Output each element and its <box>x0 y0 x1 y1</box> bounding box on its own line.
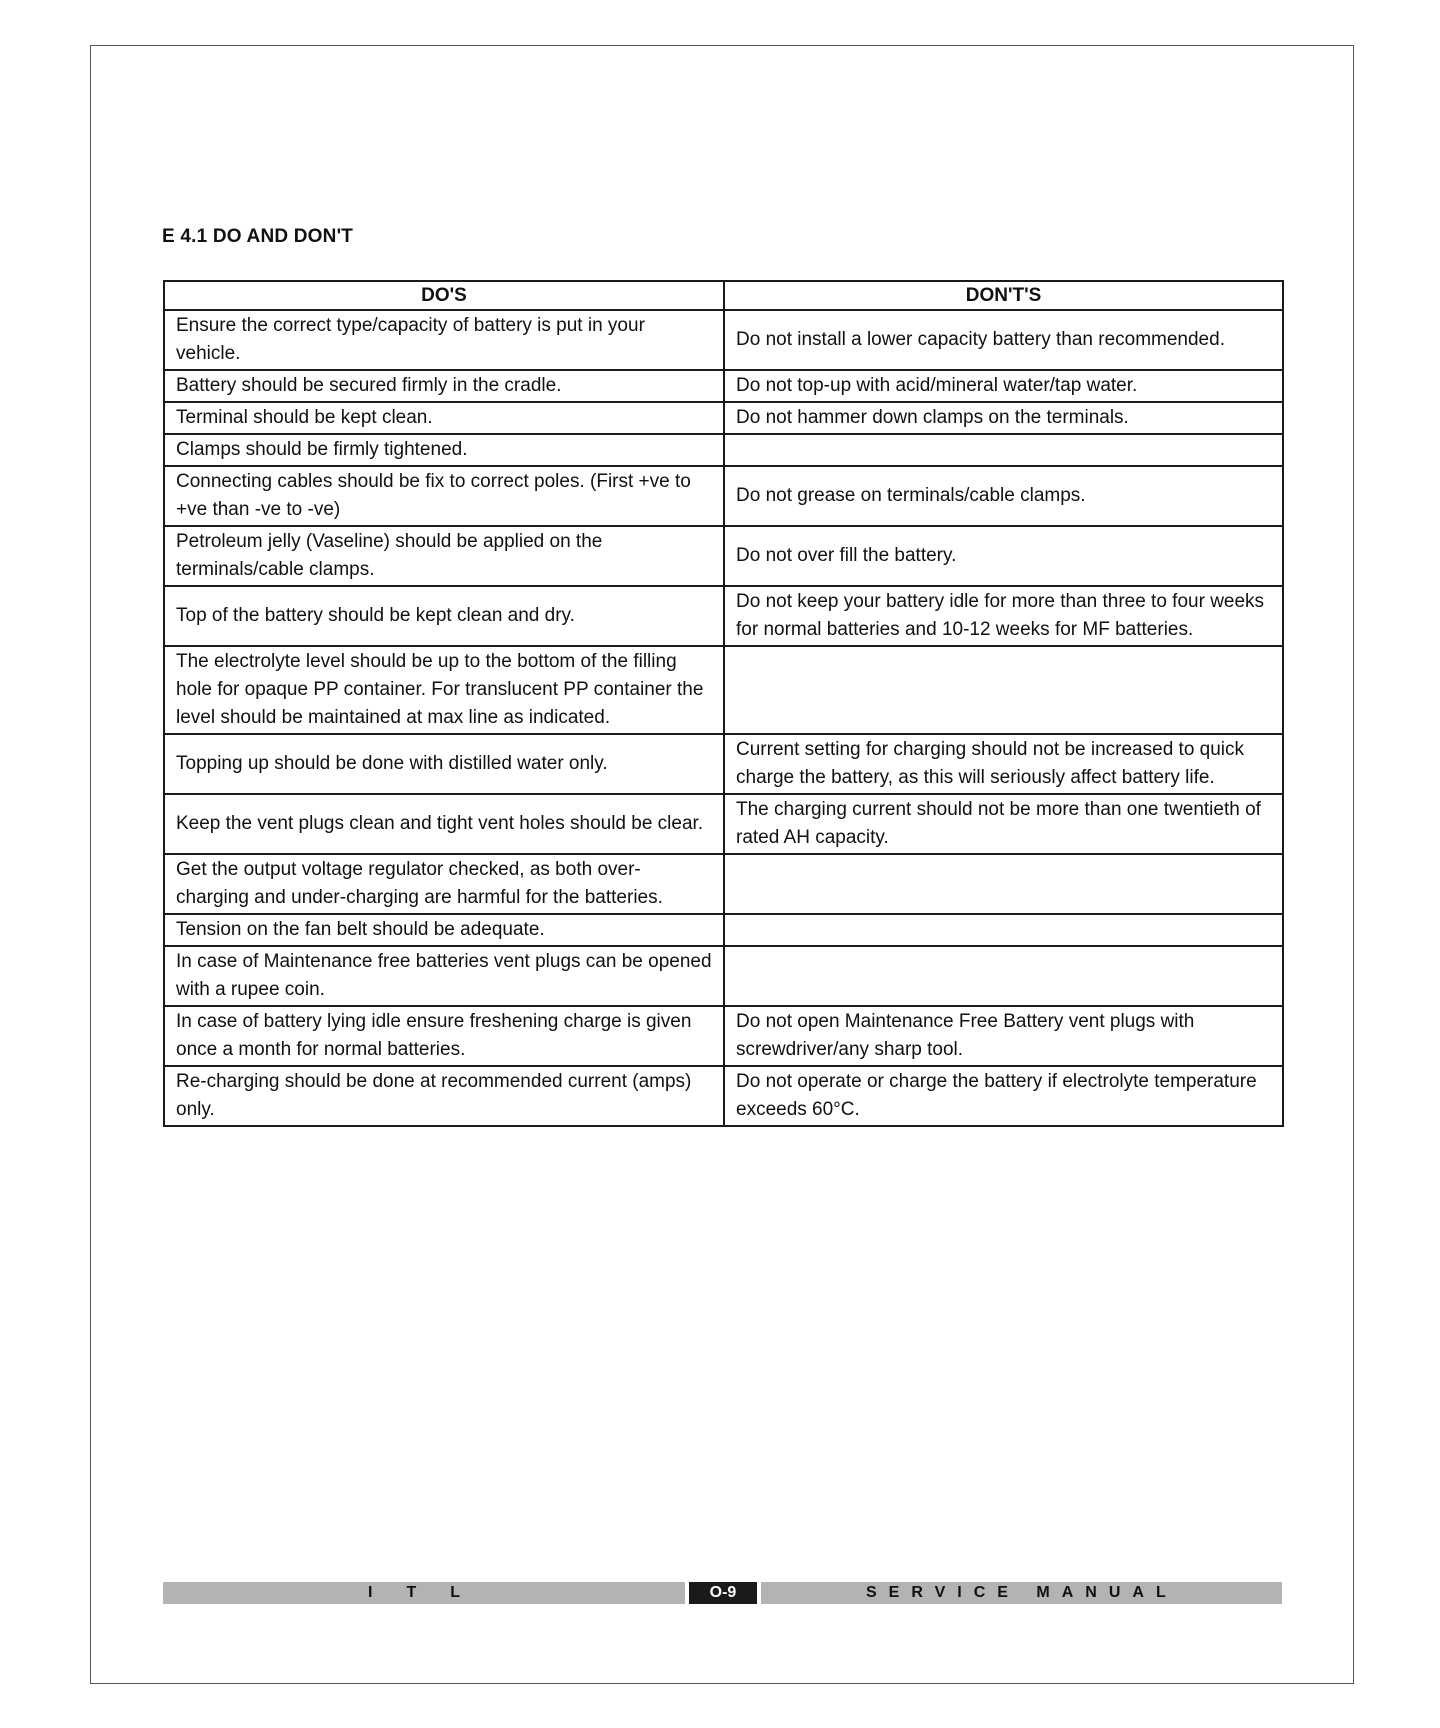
do-cell: The electrolyte level should be up to the bottom of the filling hole for opaque PP container. For translucent PP container the level should be maintained at max line as indicated. <box>164 646 724 734</box>
table-row <box>164 402 1283 434</box>
header-dos: DO'S <box>164 281 724 310</box>
do-cell: Topping up should be done with distilled water only. <box>164 734 724 794</box>
dont-cell: Do not over fill the battery. <box>724 526 1283 586</box>
dont-cell <box>724 946 1283 1006</box>
dont-cell: Current setting for charging should not be increased to quick charge the battery, as this will seriously affect battery life. <box>724 734 1283 794</box>
dont-cell: Do not top-up with acid/mineral water/tap water. <box>724 370 1283 402</box>
do-cell: Connecting cables should be fix to correct poles. (First +ve to +ve than -ve to -ve) <box>164 466 724 526</box>
do-cell: Clamps should be firmly tightened. <box>164 434 724 466</box>
do-cell: Get the output voltage regulator checked, as both over-charging and under-charging are harmful for the batteries. <box>164 854 724 914</box>
dont-cell <box>724 914 1283 946</box>
table-row <box>164 914 1283 946</box>
do-cell: Re-charging should be done at recommended current (amps) only. <box>164 1066 724 1126</box>
do-cell: Keep the vent plugs clean and tight vent holes should be clear. <box>164 794 724 854</box>
table-row <box>164 794 1283 854</box>
table-row <box>164 946 1283 1006</box>
footer-company: ITL <box>368 1584 494 1601</box>
table-row <box>164 854 1283 914</box>
table-row <box>164 646 1283 734</box>
table-row <box>164 466 1283 526</box>
dont-cell: Do not keep your battery idle for more than three to four weeks for normal batteries and 10-12 weeks for MF batteries. <box>724 586 1283 646</box>
footer-left-band <box>163 1582 685 1604</box>
do-cell: In case of battery lying idle ensure freshening charge is given once a month for normal batteries. <box>164 1006 724 1066</box>
footer-right-band <box>761 1582 1282 1604</box>
dont-cell <box>724 854 1283 914</box>
dont-cell: Do not grease on terminals/cable clamps. <box>724 466 1283 526</box>
do-cell: Battery should be secured firmly in the cradle. <box>164 370 724 402</box>
dont-cell <box>724 434 1283 466</box>
dos-donts-table <box>163 280 1284 1127</box>
dont-cell: Do not operate or charge the battery if electrolyte temperature exceeds 60°C. <box>724 1066 1283 1126</box>
table-header-row <box>164 281 1283 310</box>
footer-manual-title: SERVICE MANUAL <box>866 1584 1178 1601</box>
do-cell: Tension on the fan belt should be adequate. <box>164 914 724 946</box>
table-row <box>164 1066 1283 1126</box>
table-row <box>164 434 1283 466</box>
table-row <box>164 310 1283 370</box>
table-row <box>164 1006 1283 1066</box>
do-cell: Petroleum jelly (Vaseline) should be applied on the terminals/cable clamps. <box>164 526 724 586</box>
page-footer <box>163 1582 1282 1604</box>
page-number: O-9 <box>689 1582 757 1604</box>
section-title: E 4.1 DO AND DON'T <box>162 226 354 247</box>
table-row <box>164 586 1283 646</box>
table-row <box>164 370 1283 402</box>
dont-cell <box>724 646 1283 734</box>
do-cell: Top of the battery should be kept clean and dry. <box>164 586 724 646</box>
do-cell: In case of Maintenance free batteries vent plugs can be opened with a rupee coin. <box>164 946 724 1006</box>
dont-cell: Do not install a lower capacity battery than recommended. <box>724 310 1283 370</box>
do-cell: Terminal should be kept clean. <box>164 402 724 434</box>
header-donts: DON'T'S <box>724 281 1283 310</box>
dont-cell: Do not open Maintenance Free Battery vent plugs with screwdriver/any sharp tool. <box>724 1006 1283 1066</box>
dont-cell: Do not hammer down clamps on the terminals. <box>724 402 1283 434</box>
dont-cell: The charging current should not be more than one twentieth of rated AH capacity. <box>724 794 1283 854</box>
table-row <box>164 734 1283 794</box>
do-cell: Ensure the correct type/capacity of battery is put in your vehicle. <box>164 310 724 370</box>
table-row <box>164 526 1283 586</box>
